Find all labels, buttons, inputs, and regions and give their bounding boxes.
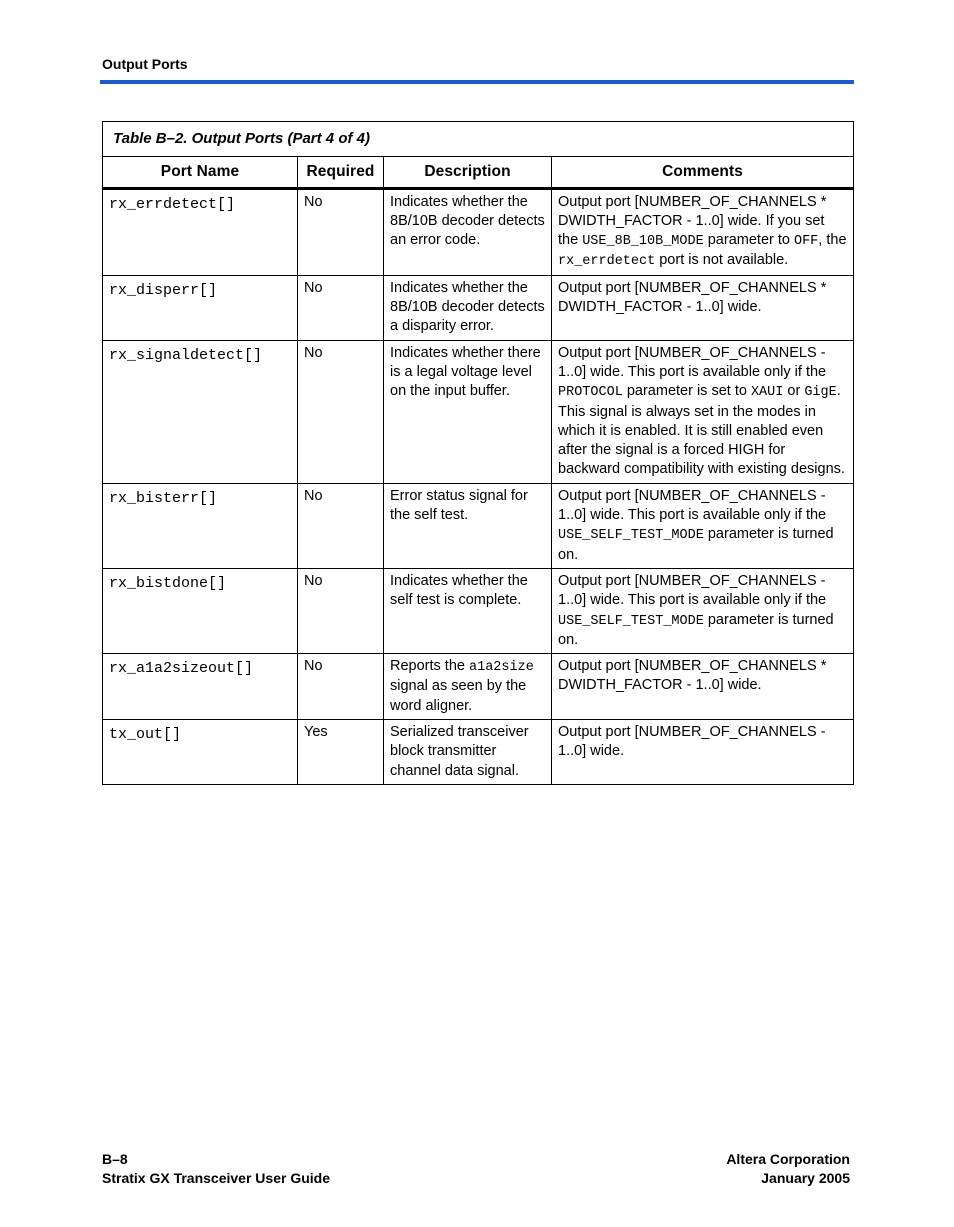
required-cell: No <box>298 188 384 275</box>
text-segment: Output port [NUMBER_OF_CHANNELS - 1..0] wide. <box>558 724 826 760</box>
page-number: B–8 <box>102 1151 128 1167</box>
required-cell: No <box>298 340 384 483</box>
table-body <box>103 188 854 784</box>
text-segment: Indicates whether the 8B/10B decoder detects an error code. <box>390 193 545 249</box>
code-text: a1a2size <box>469 660 534 676</box>
publication-date: January 2005 <box>761 1170 850 1186</box>
description-cell <box>384 720 552 785</box>
guide-title: Stratix GX Transceiver User Guide <box>102 1170 330 1186</box>
table-row <box>103 188 854 275</box>
comments-cell <box>552 188 854 275</box>
code-text: OFF <box>793 234 819 250</box>
text-segment: or <box>783 383 805 400</box>
table-row <box>103 720 854 785</box>
required-cell: No <box>298 483 384 568</box>
required-cell: No <box>298 568 384 653</box>
comments-cell <box>552 275 854 340</box>
text-segment: parameter is turned on. <box>558 611 834 648</box>
description-cell <box>384 654 552 720</box>
text-segment: Error status signal for the self test. <box>390 487 528 524</box>
required-cell: No <box>298 275 384 340</box>
text-segment: signal as seen by the word aligner. <box>390 678 527 714</box>
text-segment: parameter is turned on. <box>558 526 834 563</box>
code-text: USE_SELF_TEST_MODE <box>558 528 704 544</box>
text-segment: Indicates whether the 8B/10B decoder detects a disparity error. <box>390 279 545 335</box>
text-segment: Output port [NUMBER_OF_CHANNELS - 1..0] wide. This port is available only if the <box>558 344 827 380</box>
table-row <box>103 340 854 483</box>
comments-cell <box>552 720 854 785</box>
port-name-cell: rx_signaldetect[] <box>103 340 298 483</box>
text-segment: port is not available. <box>655 252 789 269</box>
description-cell <box>384 568 552 653</box>
description-cell <box>384 275 552 340</box>
text-segment: Output port [NUMBER_OF_CHANNELS * DWIDTH_FACTOR - 1..0] wide. <box>558 658 827 694</box>
section-title: Output Ports <box>102 56 188 72</box>
code-text: GigE <box>804 385 837 401</box>
text-segment: Indicates whether there is a legal voltage level on the input buffer. <box>390 344 541 400</box>
column-header-comments: Comments <box>552 157 854 188</box>
code-text: USE_SELF_TEST_MODE <box>558 613 704 629</box>
code-text: XAUI <box>750 385 784 401</box>
description-cell <box>384 483 552 568</box>
text-segment: Reports the <box>390 658 469 675</box>
text-segment: Serialized transceiver block transmitter channel data signal. <box>390 724 529 779</box>
comments-cell <box>552 340 854 483</box>
port-name-cell: rx_errdetect[] <box>103 188 298 275</box>
output-ports-table <box>102 121 854 785</box>
table-row <box>103 483 854 568</box>
port-name-cell: tx_out[] <box>103 720 298 785</box>
text-segment: Output port [NUMBER_OF_CHANNELS * DWIDTH_FACTOR - 1..0] wide. If you set the <box>558 193 827 249</box>
port-name-cell: rx_a1a2sizeout[] <box>103 654 298 720</box>
text-segment: , the <box>818 232 847 249</box>
description-cell <box>384 340 552 483</box>
text-segment: . This signal is always set in the modes in which it is enabled. It is still enabled even after the signal is a forced HIGH for backward compatibility with existing designs. <box>558 383 845 478</box>
code-text: PROTOCOL <box>558 385 623 401</box>
column-header-description: Description <box>384 157 552 188</box>
column-header-required: Required <box>298 157 384 188</box>
port-name-cell: rx_disperr[] <box>103 275 298 340</box>
comments-cell <box>552 654 854 720</box>
port-name-cell: rx_bisterr[] <box>103 483 298 568</box>
table-row <box>103 568 854 653</box>
comments-cell <box>552 483 854 568</box>
table-row <box>103 654 854 720</box>
footer-left <box>102 1150 330 1188</box>
required-cell: No <box>298 654 384 720</box>
description-cell <box>384 188 552 275</box>
text-segment: Output port [NUMBER_OF_CHANNELS * DWIDTH_FACTOR - 1..0] wide. <box>558 279 827 316</box>
column-header-port-name: Port Name <box>103 157 298 188</box>
table-row <box>103 275 854 340</box>
table-caption: Table B–2. Output Ports (Part 4 of 4) <box>103 122 854 157</box>
code-text: rx_errdetect <box>558 254 656 270</box>
footer-right <box>726 1150 850 1188</box>
comments-cell <box>552 568 854 653</box>
text-segment: Output port [NUMBER_OF_CHANNELS - 1..0] wide. This port is available only if the <box>558 572 827 609</box>
text-segment: parameter to <box>703 232 794 249</box>
company-name: Altera Corporation <box>726 1151 850 1167</box>
code-text: USE_8B_10B_MODE <box>582 234 704 250</box>
text-segment: parameter is set to <box>622 383 751 400</box>
text-segment: Output port [NUMBER_OF_CHANNELS - 1..0] wide. This port is available only if the <box>558 487 827 524</box>
header-rule <box>100 80 854 84</box>
required-cell: Yes <box>298 720 384 785</box>
text-segment: Indicates whether the self test is complete. <box>390 572 528 609</box>
port-name-cell: rx_bistdone[] <box>103 568 298 653</box>
